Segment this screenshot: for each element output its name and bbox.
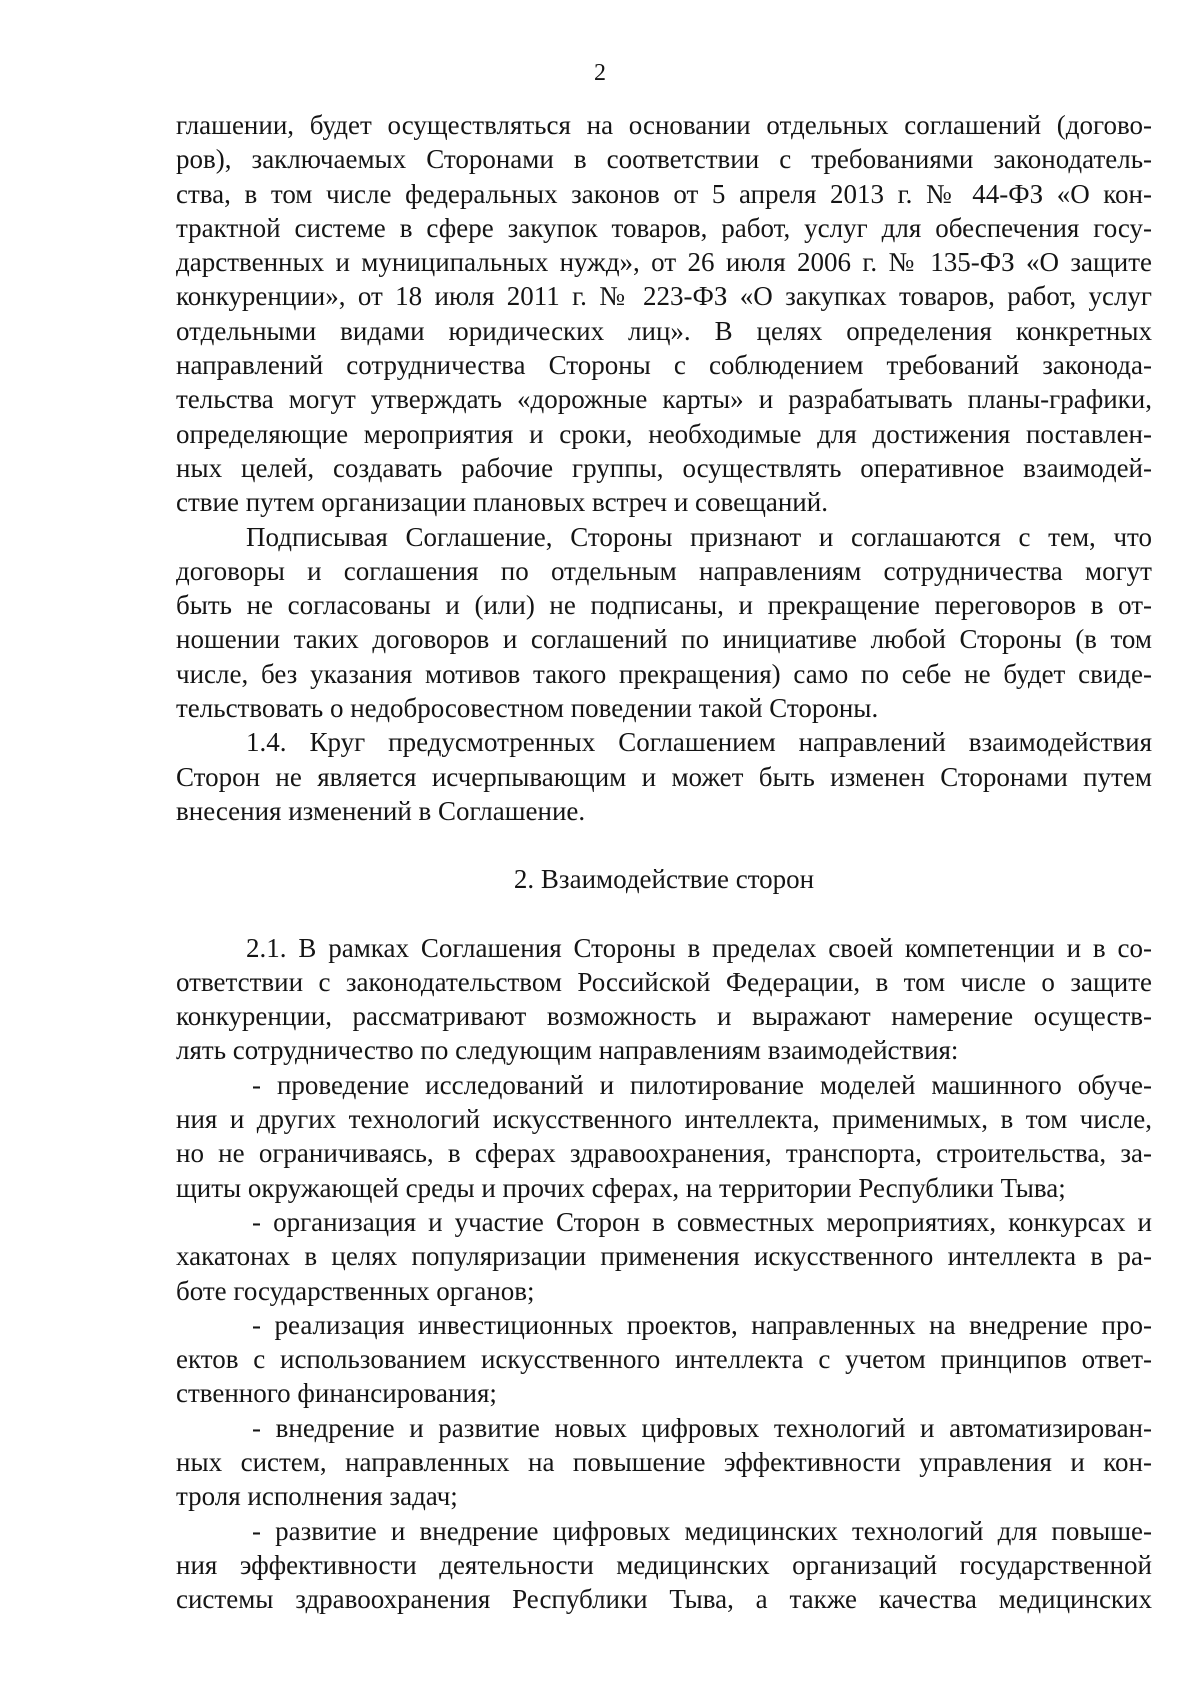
text-line: Сторон не является исчерпывающим и может быть изменен Сторонами путем [176, 761, 1152, 792]
text-line: - внедрение и развитие новых цифровых технологий и автоматизирован- [252, 1412, 1152, 1443]
paragraph-continuation [176, 108, 1152, 520]
text-line: троля исполнения задач; [176, 1481, 458, 1512]
document-body [176, 108, 1152, 1616]
text-line: ния эффективности деятельности медицинских организаций государственной [176, 1549, 1152, 1580]
text-line: - проведение исследований и пилотирование моделей машинного обуче- [252, 1069, 1152, 1100]
text-line: направлений сотрудничества Стороны с соблюдением требований законода- [176, 350, 1152, 381]
paragraph-1-4 [176, 725, 1152, 828]
text-line: ответствии с законодательством Российской Федерации, в том числе о защите [176, 966, 1152, 997]
list-item [176, 1308, 1152, 1411]
paragraph-signing [176, 520, 1152, 726]
text-line: ния и других технологий искусственного интеллекта, применимых, в том числе, [176, 1104, 1152, 1135]
text-line: - организация и участие Сторон в совместных мероприятиях, конкурсах и [252, 1206, 1152, 1237]
text-line: числе, без указания мотивов такого прекращения) само по себе не будет свиде- [176, 658, 1152, 689]
text-line: ствие путем организации плановых встреч и совещаний. [176, 487, 828, 518]
text-line: тельства могут утверждать «дорожные карты» и разрабатывать планы-графики, [176, 384, 1152, 415]
text-line: определяющие мероприятия и сроки, необходимые для достижения поставлен- [176, 418, 1152, 449]
text-line: хакатонах в целях популяризации применения искусственного интеллекта в ра- [176, 1241, 1152, 1272]
text-line: конкуренции, рассматривают возможность и выражают намерение осуществ- [176, 1001, 1152, 1032]
list-item [176, 1205, 1152, 1308]
text-line: трактной системе в сфере закупок товаров, работ, услуг для обеспечения госу- [176, 212, 1152, 243]
text-line: ства, в том числе федеральных законов от 5 апреля 2013 г. № 44-ФЗ «О кон- [176, 178, 1152, 209]
text-line: ных целей, создавать рабочие группы, осуществлять оперативное взаимодей- [176, 452, 1152, 483]
text-line: внесения изменений в Соглашение. [176, 795, 586, 826]
text-line: боте государственных органов; [176, 1275, 535, 1306]
paragraph-2-1 [176, 931, 1152, 1068]
text-line: Подписывая Соглашение, Стороны признают и соглашаются с тем, что [246, 521, 1152, 552]
text-line: щиты окружающей среды и прочих сферах, на территории Республики Тыва; [176, 1172, 1066, 1203]
text-line: ных систем, направленных на повышение эффективности управления и кон- [176, 1446, 1152, 1477]
text-line: 1.4. Круг предусмотренных Соглашением направлений взаимодействия [246, 727, 1152, 758]
list-item [176, 1411, 1152, 1514]
text-line: лять сотрудничество по следующим направлениям взаимодействия: [176, 1035, 959, 1066]
text-line: ектов с использованием искусственного интеллекта с учетом принципов ответ- [176, 1344, 1152, 1375]
text-line: 2.1. В рамках Соглашения Стороны в пределах своей компетенции и в со- [246, 932, 1152, 963]
list-item [176, 1514, 1152, 1617]
text-line: но не ограничиваясь, в сферах здравоохранения, транспорта, строительства, за- [176, 1138, 1152, 1169]
text-line: глашении, будет осуществляться на основании отдельных соглашений (догово- [176, 110, 1152, 140]
list-item [176, 1068, 1152, 1205]
text-line: ношении таких договоров и соглашений по инициативе любой Стороны (в том [176, 624, 1152, 655]
page-number: 2 [594, 60, 606, 86]
text-line: ров), заключаемых Сторонами в соответствии с требованиями законодатель- [176, 144, 1152, 175]
text-line: тельствовать о недобросовестном поведении такой Стороны. [176, 693, 879, 724]
text-line: - развитие и внедрение цифровых медицинских технологий для повыше- [252, 1515, 1152, 1546]
text-line: отдельными видами юридических лиц». В целях определения конкретных [176, 315, 1152, 346]
text-line: договоры и соглашения по отдельным направлениям сотрудничества могут [176, 555, 1152, 586]
text-line: - реализация инвестиционных проектов, направленных на внедрение про- [252, 1309, 1152, 1340]
text-line: быть не согласованы и (или) не подписаны, и прекращение переговоров в от- [176, 590, 1152, 621]
section-heading: 2. Взаимодействие сторон [513, 864, 815, 895]
text-line: дарственных и муниципальных нужд», от 26 июля 2006 г. № 135-ФЗ «О защите [176, 247, 1152, 278]
text-line: системы здравоохранения Республики Тыва, а также качества медицинских [176, 1584, 1152, 1615]
text-line: ственного финансирования; [176, 1378, 497, 1409]
text-line: конкуренции», от 18 июля 2011 г. № 223-ФЗ «О закупках товаров, работ, услуг [176, 281, 1152, 312]
